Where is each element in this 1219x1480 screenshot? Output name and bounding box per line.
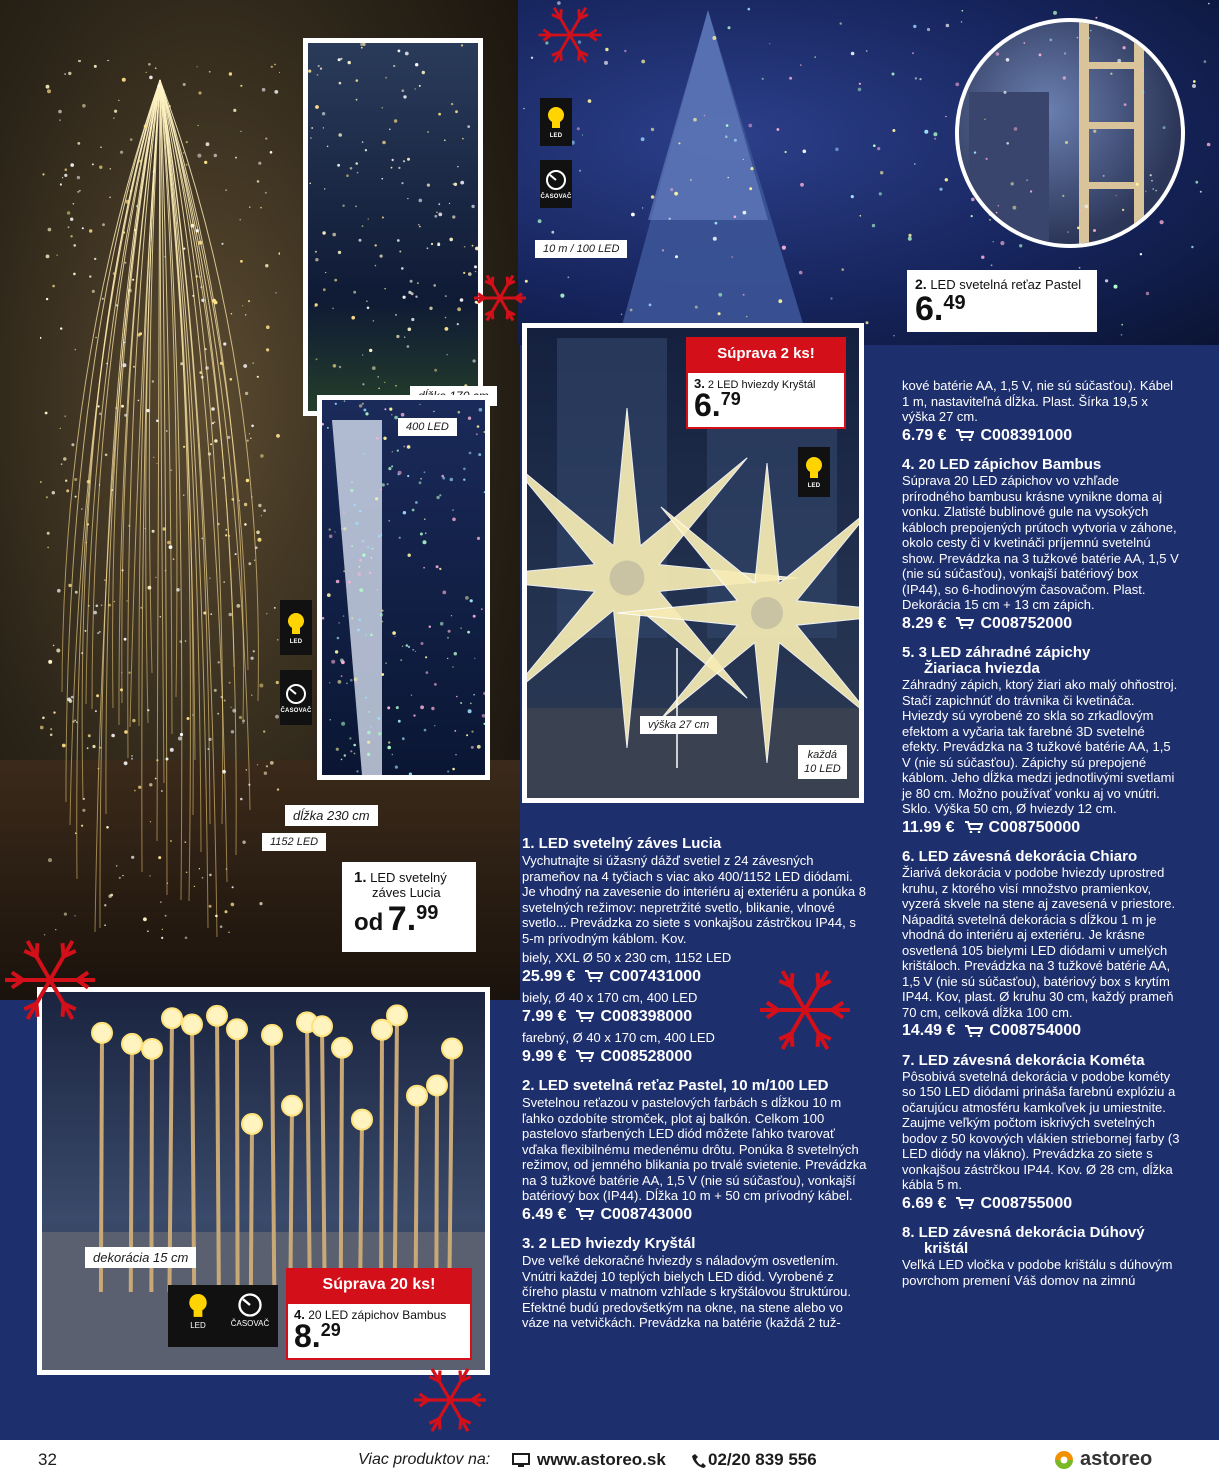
timer-icon-bamboo: ČASOVAČ [226, 1291, 274, 1341]
product-7-title: 7. LED závesná dekorácia Kométa [902, 1051, 1145, 1069]
product-2-desc: Svetelnou reťazou v pastelových farbách s dĺžkou 10 m ľahko ozdobíte stromček, plot aj balkón. Celkom 100 pastelovo sfarbených LED diód môžete ľahko tvarovať vďaka flexibilnému medenému drôtu. Ponúka 8 svetelných režimov, od jemného blikania po trvalé svietenie. Prevádzka na 3 tužkové batérie AA, 1,5 V (nie sú súčasťou), vonkajší batériový box (IP44). Dĺžka 10 m + 50 cm prívodný kábel. [522, 1095, 867, 1203]
product-3-title: 3. 2 LED hviezdy Kryštál [522, 1235, 696, 1252]
cart-icon [576, 1208, 594, 1220]
each-led-label: každá 10 LED [798, 745, 847, 779]
product-4-title: 4. 20 LED zápichov Bambus [902, 456, 1102, 473]
bulb-icon [285, 611, 307, 637]
curtain-colored-photo [317, 395, 490, 780]
snowflake-icon [0, 930, 100, 1030]
set-2-badge: Súprava 2 ks! [686, 337, 846, 371]
product-1-title: 1. LED svetelný záves Lucia [522, 835, 722, 852]
timer-icon [544, 168, 568, 192]
cart-icon [965, 1025, 983, 1037]
tree-length-label: 10 m / 100 LED [535, 240, 627, 258]
led-icon-bamboo: LED [176, 1291, 220, 1341]
bulb-icon [545, 105, 567, 131]
cart-icon [576, 1050, 594, 1062]
snowflake-icon [520, 0, 620, 70]
phone-number[interactable]: 02/20 839 556 [708, 1450, 817, 1469]
product-1-price-3: 9.99 € C008528000 [522, 1047, 693, 1065]
computer-icon [512, 1453, 530, 1468]
more-products-label: Viac produktov na: [358, 1451, 491, 1468]
snowflake-icon [470, 268, 530, 328]
cart-icon [956, 1197, 974, 1209]
timer-icon-curtain: ČASOVAČ [280, 670, 312, 725]
product-5-title: 5. 3 LED záhradné zápichy Žiariaca hviezda [902, 644, 1091, 677]
light-curtain-graphic [40, 60, 280, 960]
product-1-price-1: 25.99 € C007431000 [522, 967, 702, 985]
product-7-desc: Pôsobivá svetelná dekorácia v podobe kométy so 150 LED diódami prináša farebnú explóziu a očarujúcu atmosféru kamkoľvek ju umiestnite. Zaujme veľkým počtom iskrivých svetelných bodov z 50 kovových vlákien striebornej farby (3 LED diódy na vlákno). Prevádzka zo siete s vonkajšou zástrčkou IP44. Kov. Ø 28 cm, dĺžka kábla 5 m. [902, 1068, 1180, 1192]
right-text-column [902, 378, 1180, 1288]
bulb-icon [186, 1291, 210, 1321]
product-5-desc: Záhradný zápich, ktorý žiari ako malý ohňostroj. Stačí zapichnúť do trávnika či kvetináča. Hviezdy sú vyrobené zo skla so zrkadlovým efektom a vyčaria tak farebné 3D svetelné efekty. Prevádzka na 3 tužkové batérie AA, 1,5 V (nie sú súčasťou). Zápichy sú prepojené káblom. Jeho dĺžka medzi jednotlivými svetlami je 80 cm. Možno používať vonku aj vo vnútri. Sklo. Výška 50 cm, Ø hviezdy 12 cm. [902, 677, 1178, 816]
product-6-title: 6. LED závesná dekorácia Chiaro [902, 848, 1138, 865]
led-400-label: 400 LED [398, 418, 457, 436]
bulb-icon [803, 455, 825, 481]
product-3-desc-cont: kové batérie AA, 1,5 V, nie sú súčasťou). Kábel 1 m, nastaviteľná dĺžka. Plast. Šírka 19,5 x výška 27 cm. [902, 378, 1174, 424]
footer-bar [0, 1440, 1219, 1480]
icons-panel-bamboo [168, 1285, 278, 1347]
brand-name: astoreo [1080, 1448, 1153, 1470]
astoreo-logo-icon [1053, 1449, 1075, 1471]
price-callout-4: 4. 20 LED zápichov Bambus 8.29 [286, 1302, 472, 1360]
led-icon-stars: LED [798, 447, 830, 497]
length-230-label: dĺžka 230 cm [285, 805, 378, 826]
decoration-15-label: dekorácia 15 cm [85, 1247, 196, 1268]
product-2-title: 2. LED svetelná reťaz Pastel, 10 m/100 LED [522, 1077, 829, 1094]
product-6-price: 14.49 € C008754000 [902, 1022, 1082, 1039]
page-number: 32 [38, 1450, 57, 1469]
product-5-price: 11.99 € C008750000 [902, 818, 1081, 836]
height-27-label: výška 27 cm [640, 716, 717, 734]
led-icon-curtain: LED [280, 600, 312, 655]
phone-icon [692, 1453, 706, 1468]
product-6-desc: Žiarivá dekorácia v podobe hviezdy uprostred kruhu, z ktorého visí množstvo pramienkov, vyzerá skvele na stene aj zavesená v priestore. Nápaditá svetelná dekorácia s dĺžkou 1 m je vhodná do interiéru aj exteriéru. Je krásne osvetlená 105 bielymi LED diódami v umelých krištáloch. Prevádzka na 3 tužkové batérie AA, 1,5 V (nie sú súčasťou), batériový box s krytím IP44. Kov, plast. Ø kruhu 30 cm, každý prameň 70 cm, celková dĺžka 100 cm. [902, 865, 1176, 1020]
price-callout-2: 2. LED svetelná reťaz Pastel 6.49 [907, 270, 1097, 332]
cart-icon [576, 1010, 594, 1022]
led-1152-label: 1152 LED [262, 833, 326, 851]
price-callout-1: 1. LED svetelný záves Lucia od 7.99 [342, 862, 476, 952]
pastel-ladder-inset-photo [955, 18, 1185, 248]
website-link[interactable]: www.astoreo.sk [537, 1450, 666, 1469]
cart-icon [956, 429, 974, 441]
timer-icon [284, 682, 308, 706]
cart-icon [585, 970, 603, 982]
product-4-desc: Súprava 20 LED zápichov vo vzhľade prírodného bambusu krásne vynikne doma aj vonku. Zlatisté bublinové gule na vysokých kábloch prepojených prútoch vytvoria v záhone, okolo cesty či v kvetináči príjemnú svetelnú show. Prevádzka na 3 tužkové batérie AA, 1,5 V (nie sú súčasťou), vonkajší batériový box (IP44), so 6-hodinovým časovačom. Plast. Dekorácia 15 cm + 13 cm zápich. [902, 473, 1179, 612]
timer-icon [236, 1291, 264, 1319]
product-7-price: 6.69 € C008755000 [902, 1194, 1073, 1212]
product-3-price: 6.79 € C008391000 [902, 426, 1073, 444]
price-callout-3: 3. 2 LED hviezdy Kryštál 6.79 [686, 371, 846, 429]
product-8-title: 8. LED závesná dekorácia Dúhový krištál [902, 1224, 1145, 1257]
product-2-price: 6.49 € C008743000 [522, 1205, 693, 1223]
product-3-desc: Dve veľké dekoračné hviezdy s náladovým osvetlením. Vnútri každej 10 teplých bielych LED diód. Vyrobené z číreho plastu v matnom vzhľade s kryštálovou štruktúrou. Efektné budú predovšetkým na okne, na stene alebo vo váze na vetvičkách. Prevádzka na batérie (každá 2 tuž- [522, 1253, 851, 1330]
timer-icon-tree: ČASOVAČ [540, 160, 572, 208]
cart-icon [965, 821, 983, 833]
product-1-variant-3: farebný, Ø 40 x 170 cm, 400 LED [522, 1030, 715, 1045]
product-1-price-2: 7.99 € C008398000 [522, 1007, 693, 1025]
product-8-desc: Veľká LED vločka v podobe krištálu s dúhovým povrchom premení Váš domov na zimnú [902, 1257, 1173, 1288]
product-4-price: 8.29 € C008752000 [902, 614, 1073, 632]
middle-text-column [522, 836, 867, 1331]
product-1-desc: Vychutnajte si úžasný dážď svetiel z 24 závesných prameňov na 4 tyčiach s viac ako 400/1152 LED diódami. Je vhodný na zavesenie do interiéru aj exteriéru a ponúka 8 svetelných režimov: nepretržité svetlo, blikanie, vlnové svetlo... Prevádzka zo siete s vonkajšou zástrčkou IP44, s 5-m prívodným káblom. Kov. [522, 853, 866, 946]
product-1-variant-2: biely, Ø 40 x 170 cm, 400 LED [522, 990, 698, 1005]
set-20-badge: Súprava 20 ks! [286, 1268, 472, 1302]
product-1-variant-1: biely, XXL Ø 50 x 230 cm, 1152 LED [522, 950, 732, 965]
snowflake-icon [395, 1360, 505, 1440]
led-icon-tree: LED [540, 98, 572, 146]
cart-icon [956, 617, 974, 629]
curtain-170-photo [303, 38, 483, 416]
